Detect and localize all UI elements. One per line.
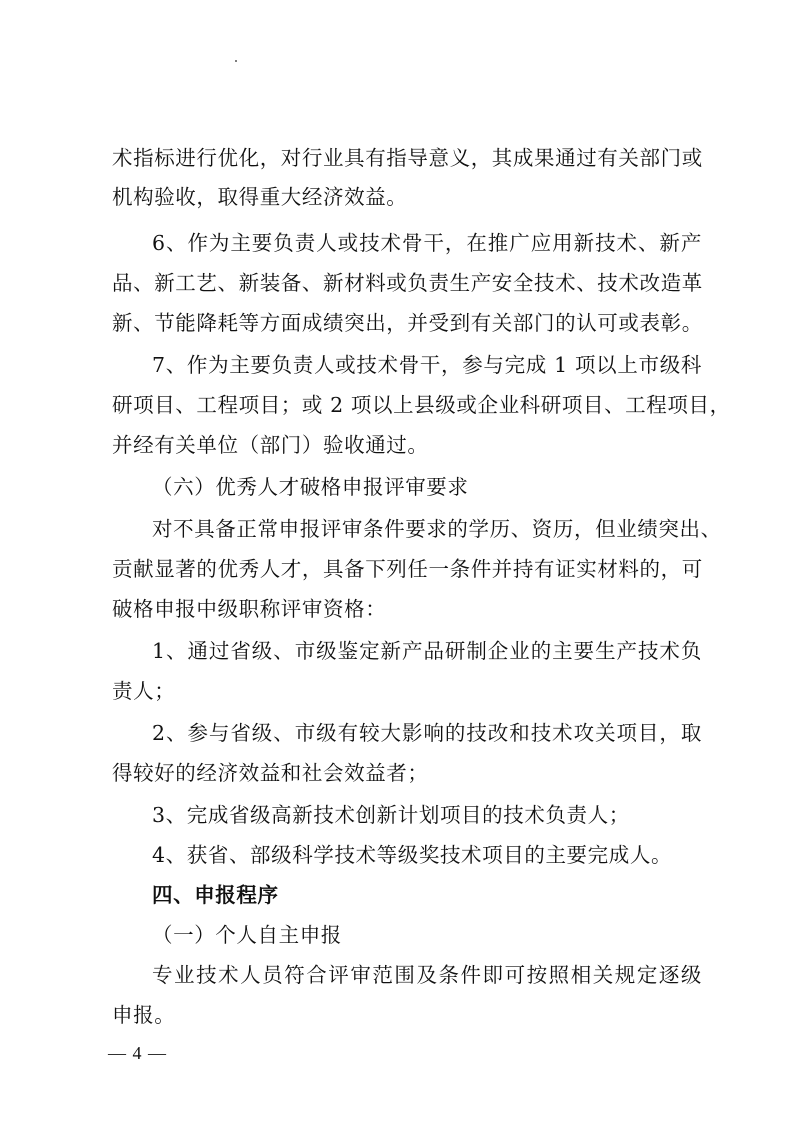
text-line: 贡献显著的优秀人才，具备下列任一条件并持有证实材料的，可 [112,557,703,581]
list-item-1: 1、通过省级、市级鉴定新产品研制企业的主要生产技术负 [152,639,702,663]
text-line: 得较好的经济效益和社会效益者； [112,761,429,785]
section-heading-four: 四、申报程序 [152,883,279,907]
text-line: 对不具备正常申报评审条件要求的学历、资历，但业绩突出、 [152,517,722,541]
text-line: 研项目、工程项目；或 2 项以上县级或企业科研项目、工程项目， [112,393,731,417]
page-number: — 4 — [108,1043,167,1063]
text-line: 新、节能降耗等方面成绩突出，并受到有关部门的认可或表彰。 [112,311,703,335]
text-line: 破格申报中级职称评审资格： [112,597,387,621]
text-line: 责人； [112,679,176,703]
section-heading-six: （六）优秀人才破格申报评审要求 [152,475,469,499]
text-line: 品、新工艺、新装备、新材料或负责生产安全技术、技术改造革 [112,271,703,295]
text-line: 专业技术人员符合评审范围及条件即可按照相关规定逐级 [152,963,702,987]
text-line: 申报。 [112,1003,176,1027]
list-item-4: 4、获省、部级科学技术等级奖技术项目的主要完成人。 [152,843,673,867]
text-line: 并经有关单位（部门）验收通过。 [112,433,429,457]
text-line: 术指标进行优化，对行业具有指导意义，其成果通过有关部门或 [112,146,703,170]
list-item-7: 7、作为主要负责人或技术骨干，参与完成 1 项以上市级科 [152,353,702,377]
subsection-heading-one: （一）个人自主申报 [152,923,342,947]
text-line: 机构验收，取得重大经济效益。 [112,185,408,209]
list-item-3: 3、完成省级高新技术创新计划项目的技术负责人； [152,803,630,827]
list-item-6: 6、作为主要负责人或技术骨干，在推广应用新技术、新产 [152,231,702,255]
list-item-2: 2、参与省级、市级有较大影响的技改和技术攻关项目，取 [152,721,702,745]
scan-speck [235,60,237,62]
